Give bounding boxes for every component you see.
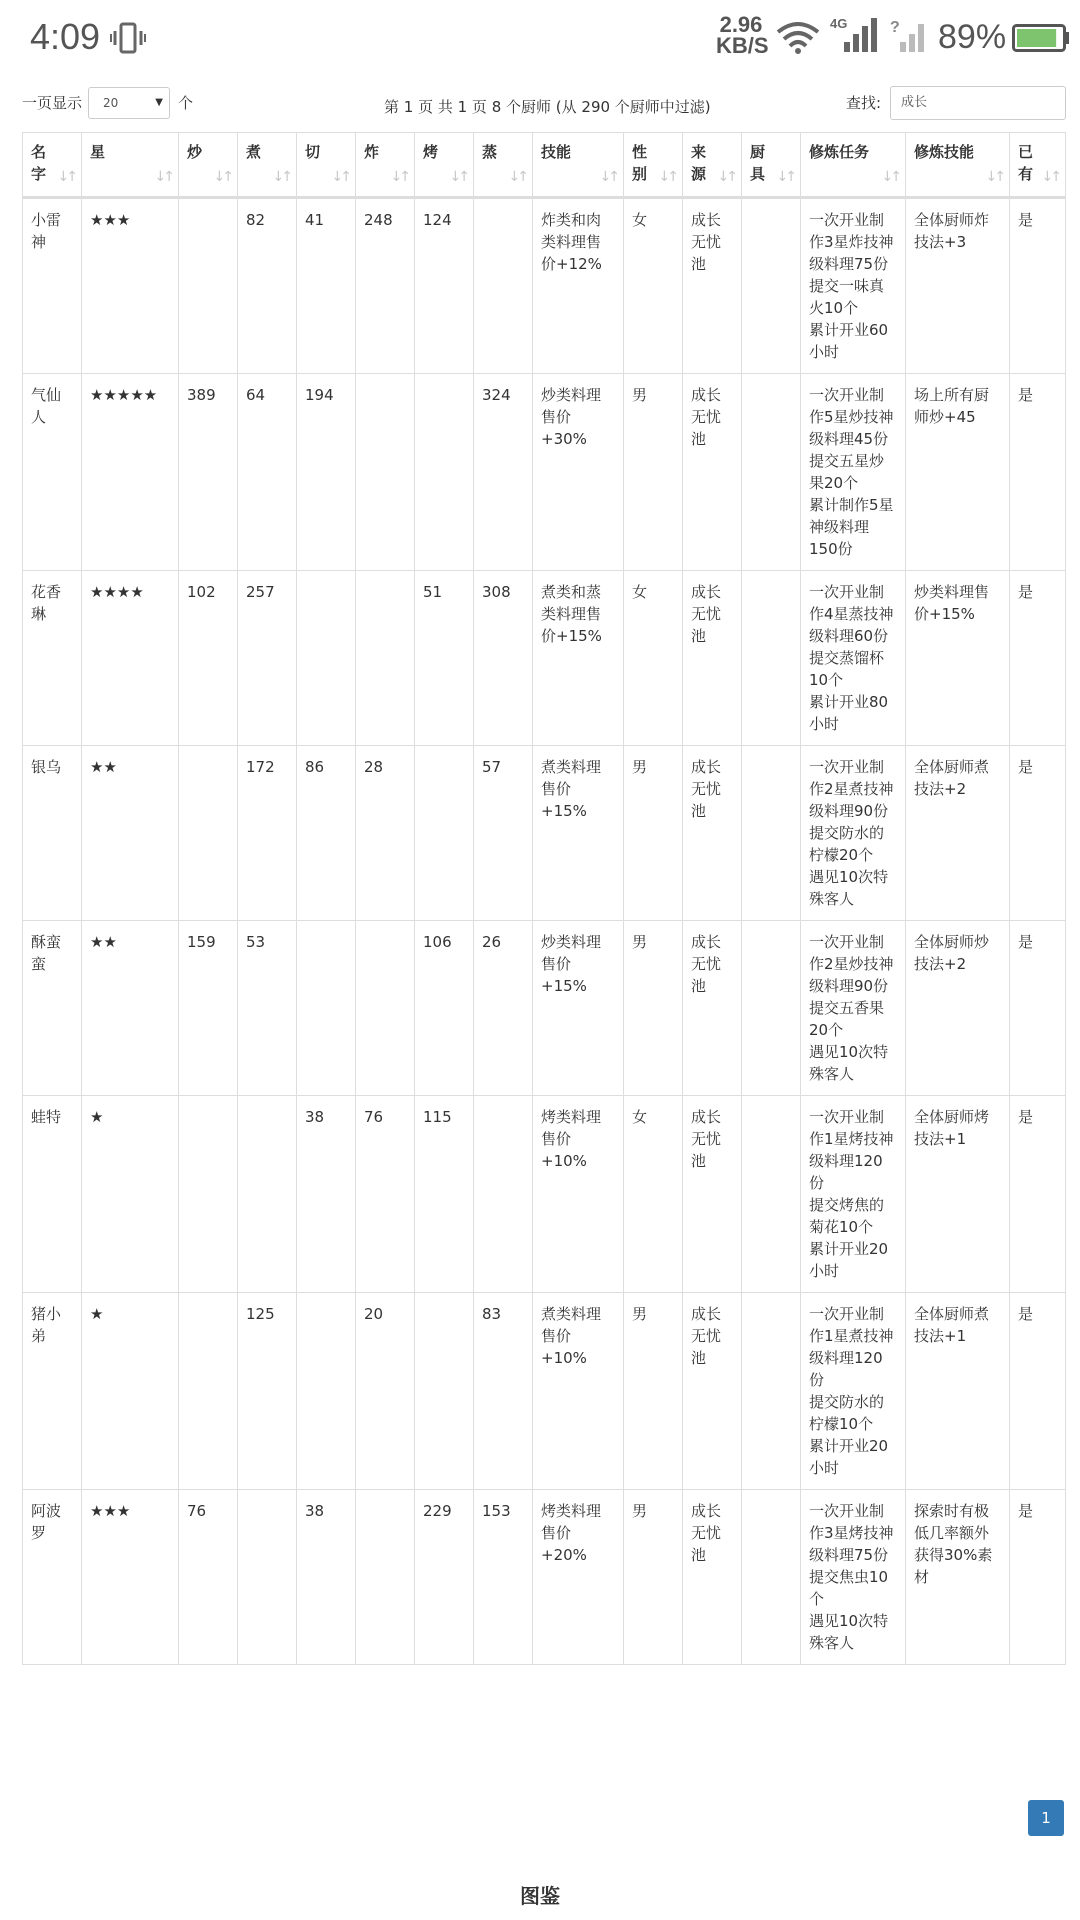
sort-icon: ↓↑ xyxy=(331,169,349,185)
cell-owned: 是 xyxy=(1010,198,1066,374)
cell-training-skill: 探索时有极低几率额外获得30%素材 xyxy=(906,1490,1010,1665)
table-row[interactable] xyxy=(23,1096,1066,1293)
cell-owned: 是 xyxy=(1010,374,1066,571)
table-row[interactable] xyxy=(23,374,1066,571)
status-bar xyxy=(0,0,1080,78)
cell-skill: 炒类料理售价+30% xyxy=(533,374,624,571)
cell-roast xyxy=(415,746,474,921)
table-row[interactable] xyxy=(23,198,1066,374)
cell-stars: ★★★ xyxy=(82,198,179,374)
column-header-boil[interactable] xyxy=(238,133,297,198)
cell-skill: 煮类料理售价+10% xyxy=(533,1293,624,1490)
sort-icon: ↓↑ xyxy=(57,169,75,185)
cell-stars: ★★★ xyxy=(82,1490,179,1665)
sort-icon: ↓↑ xyxy=(717,169,735,185)
cell-training-skill: 场上所有厨师炒+45 xyxy=(906,374,1010,571)
column-header-label: 已有 xyxy=(1018,143,1034,183)
cell-source: 成长无忧池 xyxy=(683,1293,742,1490)
cell-gender: 男 xyxy=(624,921,683,1096)
cell-owned: 是 xyxy=(1010,1293,1066,1490)
cell-name: 酥蛮蛮 xyxy=(23,921,82,1096)
cell-training-task: 一次开业制作3星烤技神级料理75份 提交焦虫10个 遇见10次特殊客人 xyxy=(801,1490,906,1665)
column-header-label: 蒸 xyxy=(482,143,498,161)
cell-fry xyxy=(356,921,415,1096)
cell-equipment xyxy=(742,1293,801,1490)
cell-stir-fry xyxy=(179,746,238,921)
page-length-unit: 个 xyxy=(178,94,194,112)
no-sim-label: ? xyxy=(890,19,900,36)
cell-knife: 38 xyxy=(297,1490,356,1665)
sort-icon: ↓↑ xyxy=(272,169,290,185)
cell-training-task: 一次开业制作5星炒技神级料理45份 提交五星炒果20个 累计制作5星神级料理150份 xyxy=(801,374,906,571)
cell-stars: ★ xyxy=(82,1096,179,1293)
cell-equipment xyxy=(742,571,801,746)
cell-steam xyxy=(474,1096,533,1293)
cell-name: 蛙特 xyxy=(23,1096,82,1293)
cell-boil xyxy=(238,1490,297,1665)
cell-knife xyxy=(297,921,356,1096)
column-header-stir-fry[interactable] xyxy=(179,133,238,198)
column-header-training-skill[interactable] xyxy=(906,133,1010,198)
cell-name: 银乌 xyxy=(23,746,82,921)
column-header-steam[interactable] xyxy=(474,133,533,198)
cell-name: 花香琳 xyxy=(23,571,82,746)
sort-icon: ↓↑ xyxy=(1041,169,1059,185)
cell-stir-fry: 159 xyxy=(179,921,238,1096)
chef-table xyxy=(22,132,1066,1665)
cell-owned: 是 xyxy=(1010,746,1066,921)
network-speed-unit: KB/S xyxy=(716,33,769,58)
column-header-label: 名字 xyxy=(31,143,47,183)
sort-icon: ↓↑ xyxy=(390,169,408,185)
cell-roast: 115 xyxy=(415,1096,474,1293)
cell-gender: 男 xyxy=(624,374,683,571)
battery-icon xyxy=(1012,24,1070,52)
cell-skill: 炸类和肉类料理售价+12% xyxy=(533,198,624,374)
cell-stars: ★★ xyxy=(82,746,179,921)
search-label: 查找: xyxy=(846,94,882,112)
wifi-icon xyxy=(776,20,820,54)
cell-boil: 82 xyxy=(238,198,297,374)
cell-equipment xyxy=(742,921,801,1096)
cell-skill: 炒类料理售价+15% xyxy=(533,921,624,1096)
page-length-value: 20 xyxy=(103,96,119,110)
cell-fry xyxy=(356,571,415,746)
pagination-page-button[interactable]: 1 xyxy=(1028,1800,1064,1836)
cell-equipment xyxy=(742,1490,801,1665)
cell-skill: 煮类料理售价+15% xyxy=(533,746,624,921)
column-header-label: 星 xyxy=(90,143,106,161)
column-header-label: 技能 xyxy=(541,143,572,161)
column-header-stars[interactable] xyxy=(82,133,179,198)
cell-knife: 86 xyxy=(297,746,356,921)
cell-training-task: 一次开业制作2星煮技神级料理90份 提交防水的柠檬20个 遇见10次特殊客人 xyxy=(801,746,906,921)
cell-boil: 257 xyxy=(238,571,297,746)
cellular-signal-sim1 xyxy=(830,16,880,54)
battery-percent: 89% xyxy=(938,18,1007,56)
column-header-training-task[interactable] xyxy=(801,133,906,198)
cell-steam: 83 xyxy=(474,1293,533,1490)
signal-bars-empty-icon xyxy=(890,18,930,54)
cell-name: 小雷神 xyxy=(23,198,82,374)
network-type-label: 4G xyxy=(830,16,848,31)
footer-title[interactable]: 图鉴 xyxy=(520,1884,560,1908)
cell-training-skill: 全体厨师煮技法+1 xyxy=(906,1293,1010,1490)
column-header-name[interactable] xyxy=(23,133,82,198)
column-header-fry[interactable] xyxy=(356,133,415,198)
cell-stars: ★★★★ xyxy=(82,571,179,746)
column-header-roast[interactable] xyxy=(415,133,474,198)
page-length-label: 一页显示 xyxy=(22,94,83,112)
cell-boil: 172 xyxy=(238,746,297,921)
cell-skill: 煮类和蒸类料理售价+15% xyxy=(533,571,624,746)
sort-icon: ↓↑ xyxy=(776,169,794,185)
chevron-down-icon: ▼ xyxy=(155,97,163,108)
vibrate-icon xyxy=(110,20,146,56)
table-info: 第 1 页 共 1 页 8 个厨师 (从 290 个厨师中过滤) xyxy=(384,98,711,116)
sort-icon: ↓↑ xyxy=(154,169,172,185)
cell-roast: 229 xyxy=(415,1490,474,1665)
cell-training-task: 一次开业制作1星煮技神级料理120份 提交防水的柠檬10个 累计开业20小时 xyxy=(801,1293,906,1490)
cell-gender: 女 xyxy=(624,571,683,746)
cell-knife: 194 xyxy=(297,374,356,571)
network-speed xyxy=(716,12,769,58)
cell-source: 成长无忧池 xyxy=(683,1096,742,1293)
cell-gender: 男 xyxy=(624,746,683,921)
cell-source: 成长无忧池 xyxy=(683,746,742,921)
cell-training-task: 一次开业制作1星烤技神级料理120份 提交烤焦的菊花10个 累计开业20小时 xyxy=(801,1096,906,1293)
cell-training-skill: 炒类料理售价+15% xyxy=(906,571,1010,746)
cell-name: 阿波罗 xyxy=(23,1490,82,1665)
cell-stir-fry xyxy=(179,1293,238,1490)
cell-fry: 76 xyxy=(356,1096,415,1293)
cell-knife: 38 xyxy=(297,1096,356,1293)
clock: 4:09 xyxy=(30,16,101,57)
table-row[interactable] xyxy=(23,1293,1066,1490)
column-header-owned[interactable] xyxy=(1010,133,1066,198)
cell-training-task: 一次开业制作3星炸技神级料理75份 提交一味真火10个 累计开业60小时 xyxy=(801,198,906,374)
cell-training-skill: 全体厨师烤技法+1 xyxy=(906,1096,1010,1293)
cell-stars: ★ xyxy=(82,1293,179,1490)
column-header-label: 修炼技能 xyxy=(914,143,975,161)
cell-roast: 51 xyxy=(415,571,474,746)
cell-source: 成长无忧池 xyxy=(683,921,742,1096)
cell-skill: 烤类料理售价+20% xyxy=(533,1490,624,1665)
cell-roast xyxy=(415,1293,474,1490)
cell-boil: 64 xyxy=(238,374,297,571)
sort-icon: ↓↑ xyxy=(985,169,1003,185)
column-header-source[interactable] xyxy=(683,133,742,198)
cellular-signal-sim2 xyxy=(890,18,930,54)
cell-owned: 是 xyxy=(1010,571,1066,746)
sort-icon: ↓↑ xyxy=(213,169,231,185)
cell-roast: 124 xyxy=(415,198,474,374)
sort-icon: ↓↑ xyxy=(599,169,617,185)
network-speed-value: 2.96 xyxy=(719,12,763,37)
cell-source: 成长无忧池 xyxy=(683,374,742,571)
cell-steam: 324 xyxy=(474,374,533,571)
cell-boil: 53 xyxy=(238,921,297,1096)
column-header-skill[interactable] xyxy=(533,133,624,198)
table-body xyxy=(23,198,1066,1665)
cell-stir-fry xyxy=(179,1096,238,1293)
cell-owned: 是 xyxy=(1010,921,1066,1096)
column-header-label: 炒 xyxy=(187,143,203,161)
cell-gender: 女 xyxy=(624,1096,683,1293)
table-header-row xyxy=(23,133,1066,198)
column-header-label: 厨具 xyxy=(750,143,766,183)
cell-stir-fry: 389 xyxy=(179,374,238,571)
cell-stir-fry xyxy=(179,198,238,374)
cell-stir-fry: 102 xyxy=(179,571,238,746)
cell-source: 成长无忧池 xyxy=(683,571,742,746)
cell-skill: 烤类料理售价+10% xyxy=(533,1096,624,1293)
cell-boil: 125 xyxy=(238,1293,297,1490)
cell-roast xyxy=(415,374,474,571)
cell-knife xyxy=(297,1293,356,1490)
cell-training-skill: 全体厨师炒技法+2 xyxy=(906,921,1010,1096)
column-header-label: 性别 xyxy=(632,143,648,183)
cell-source: 成长无忧池 xyxy=(683,198,742,374)
table-row[interactable] xyxy=(23,921,1066,1096)
cell-equipment xyxy=(742,198,801,374)
column-header-label: 切 xyxy=(305,143,321,161)
column-header-label: 来源 xyxy=(691,143,707,183)
cell-steam xyxy=(474,198,533,374)
cell-name: 猪小弟 xyxy=(23,1293,82,1490)
cell-steam: 308 xyxy=(474,571,533,746)
cell-training-skill: 全体厨师炸技法+3 xyxy=(906,198,1010,374)
cell-fry xyxy=(356,374,415,571)
table-row[interactable] xyxy=(23,746,1066,921)
signal-bars-icon xyxy=(830,16,880,54)
cell-steam: 153 xyxy=(474,1490,533,1665)
cell-roast: 106 xyxy=(415,921,474,1096)
cell-owned: 是 xyxy=(1010,1096,1066,1293)
cell-steam: 57 xyxy=(474,746,533,921)
cell-source: 成长无忧池 xyxy=(683,1490,742,1665)
cell-knife: 41 xyxy=(297,198,356,374)
cell-training-task: 一次开业制作2星炒技神级料理90份 提交五香果20个 遇见10次特殊客人 xyxy=(801,921,906,1096)
cell-gender: 女 xyxy=(624,198,683,374)
search-input[interactable]: 成长 xyxy=(890,86,1066,120)
column-header-knife[interactable] xyxy=(297,133,356,198)
cell-fry: 248 xyxy=(356,198,415,374)
cell-stir-fry: 76 xyxy=(179,1490,238,1665)
cell-boil xyxy=(238,1096,297,1293)
cell-gender: 男 xyxy=(624,1490,683,1665)
cell-steam: 26 xyxy=(474,921,533,1096)
column-header-label: 修炼任务 xyxy=(809,143,870,161)
cell-fry: 20 xyxy=(356,1293,415,1490)
sort-icon: ↓↑ xyxy=(449,169,467,185)
page-length-select[interactable] xyxy=(88,87,170,119)
table-row[interactable] xyxy=(23,571,1066,746)
sort-icon: ↓↑ xyxy=(658,169,676,185)
table-row[interactable] xyxy=(23,1490,1066,1665)
cell-fry: 28 xyxy=(356,746,415,921)
cell-owned: 是 xyxy=(1010,1490,1066,1665)
cell-equipment xyxy=(742,1096,801,1293)
column-header-label: 烤 xyxy=(423,143,439,161)
sort-icon: ↓↑ xyxy=(881,169,899,185)
cell-stars: ★★ xyxy=(82,921,179,1096)
cell-fry xyxy=(356,1490,415,1665)
column-header-gender[interactable] xyxy=(624,133,683,198)
cell-training-task: 一次开业制作4星蒸技神级料理60份 提交蒸馏杯10个 累计开业80小时 xyxy=(801,571,906,746)
cell-equipment xyxy=(742,746,801,921)
cell-knife xyxy=(297,571,356,746)
cell-training-skill: 全体厨师煮技法+2 xyxy=(906,746,1010,921)
cell-name: 气仙人 xyxy=(23,374,82,571)
column-header-equipment[interactable] xyxy=(742,133,801,198)
table-controls xyxy=(22,84,1064,124)
cell-equipment xyxy=(742,374,801,571)
column-header-label: 煮 xyxy=(246,143,262,161)
cell-gender: 男 xyxy=(624,1293,683,1490)
column-header-label: 炸 xyxy=(364,143,380,161)
sort-icon: ↓↑ xyxy=(508,169,526,185)
cell-stars: ★★★★★ xyxy=(82,374,179,571)
